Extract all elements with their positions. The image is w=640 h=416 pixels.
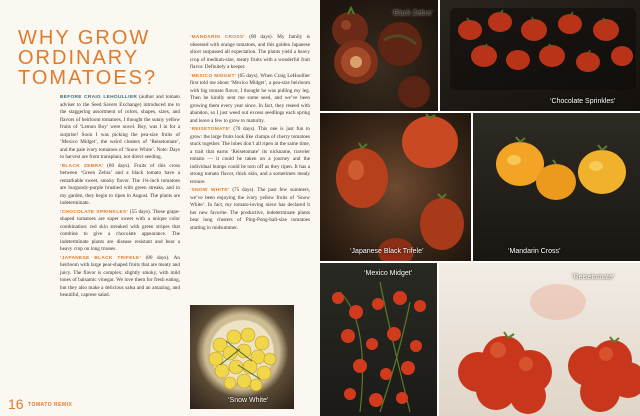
photo-mexico-midget (320, 262, 438, 416)
mandarin-cross-text: (80 days). My family is obsessed with orange tomatoes, and this golden Japanese slicer surpassed all expectation. The plants yield a heavy crop of medium-size, meaty fruits with a wonderful fruit flavor. Definitely a keeper. (190, 34, 310, 70)
photo-chocolate-sprinkles (440, 0, 640, 112)
photo-black-zebra (320, 0, 440, 112)
caption-chocolate-sprinkles: ‘Chocolate Sprinkles’ (550, 98, 616, 105)
japanese-black-trifele-tomatoes-illustration (320, 112, 472, 262)
mexico-midget-text: (65 days). When Craig LeHoullier first told me about ‘Mexico Midget’, a pea-size heirloom with big tomato flavor, I thought he was pulling my leg. Then he kindly sent me some seed, and we’ve been growing them every year since. In fact, they reseed with abandon, so I just weed out excess seedlings each spring and leave a few to grow to maturity. (190, 72, 310, 124)
caption-mandarin-cross: ‘Mandarin Cross’ (508, 248, 561, 255)
intro-text: (author and tomato adviser to the Seed Savers Exchange) introduced me to the staggering assortment of colors, shapes, sizes, and flavors of heirloom tomatoes, I thought the sunny yellow fruits of ‘Lemon Boy’ were novel. Boy, was I in for a surprise! Soon I was picking the pea-size fruits of ‘Mexico Midget’, the weird clusters of ‘Reisetomate’, and the pale ivory tomatoes of ‘Snow White’. Note: Days to harvest are from transplant, not direct seeding. (60, 94, 180, 160)
caption-black-zebra: ‘Black Zebra’ (392, 10, 433, 17)
title-line-1: WHY GROW (18, 27, 151, 49)
photo-gutter (471, 112, 473, 262)
title-line-2: ORDINARY (18, 47, 140, 69)
chocolate-sprinkles-paragraph (60, 209, 180, 254)
reisetomate-heading: ‘REISETOMATE’ (190, 127, 231, 132)
reisetomate-text: (70 days). This one is just fun to grow: the large fruits look like clumps of cherry tomatoes stuck together. The lobes don’t all ripen at the same time, a trait that earns ‘Reisetomate’ its nickname, traveler tomato — it could be taken on a journey and the individual bumps could be torn off as they ripen. It has a strong tomato flavor, thick skin, and a sometimes mealy texture. (190, 126, 310, 185)
chocolate-sprinkles-heading: ‘CHOCOLATE SPRINKLES’ (60, 209, 129, 215)
photo-gutter (320, 261, 640, 263)
chocolate-sprinkles-tomatoes-illustration (440, 0, 640, 112)
mandarin-cross-paragraph (190, 34, 310, 72)
mexico-midget-tomatoes-illustration (320, 262, 438, 416)
snow-white-heading: ‘SNOW WHITE’ (190, 188, 230, 193)
mexico-midget-heading: ‘MEXICO MIDGET’ (190, 73, 237, 79)
photo-gutter (437, 262, 439, 416)
photo-gutter (320, 111, 640, 113)
title-line-3: TOMATOES? (18, 67, 158, 89)
reisetomate-paragraph (190, 126, 310, 186)
photo-gutter (438, 0, 440, 112)
caption-snow-white: ‘Snow White’ (228, 397, 269, 404)
photo-snow-white (190, 305, 294, 409)
black-zebra-paragraph (60, 163, 180, 208)
japanese-black-trifele-text: (80 days). An heirloom with large pear-shaped fruits that are meaty and juicy. The flavor is complex; slightly smoky, with mild tones of balsamic vinegar. We love them for fresh eating, but they also make a delicious salsa and an amazing, and beautiful, caprese salad. (60, 254, 180, 298)
page-title (18, 28, 178, 88)
japanese-black-trifele-paragraph (60, 255, 180, 300)
caption-japanese-black-trifele: ‘Japanese Black Trifele’ (350, 248, 424, 255)
snow-white-text: (75 days). The past few summers, we’ve been enjoying the ivory yellow fruits of ‘Snow White’. In fact, my tomato-loving niece has declared it her new favorite. The productive, indeterminate plants bear long clusters of Ping-Pong-ball-size tomatoes starting in midsummer. (190, 187, 310, 231)
page-number: 16 (8, 396, 24, 412)
running-footer: TOMATO REMIX (28, 402, 73, 408)
text-column-1 (60, 94, 180, 301)
intro-paragraph (60, 94, 180, 162)
photo-reisetomate (438, 262, 640, 416)
chocolate-sprinkles-text: (55 days). These grape-shaped tomatoes are super sweet with a unique color combination: red skin streaked with green stripes that combine to give a chocolate appearance. The indeterminate plants are disease resistant and bear a heavy crop on long trusses. (60, 208, 180, 252)
snow-white-paragraph (190, 187, 310, 232)
mexico-midget-paragraph (190, 73, 310, 126)
caption-reisetomate: ‘Reisetomate’ (572, 274, 615, 281)
mandarin-cross-heading: ‘MANDARIN CROSS’ (190, 35, 245, 40)
japanese-black-trifele-heading: ‘JAPANESE BLACK TRIFELE’ (60, 255, 142, 261)
photo-japanese-black-trifele (320, 112, 472, 262)
caption-mexico-midget: ‘Mexico Midget’ (364, 270, 413, 277)
black-zebra-heading: ‘BLACK ZEBRA’ (60, 163, 104, 169)
black-zebra-text: (80 days). Fruits of this cross between ‘Green Zebra’ and a black tomato have a remarkable sweet, smoky flavor. The 1¾-inch tomatoes are burgundy-purple brushed with green streaks, and in my garden, they begin to ripen in August. The plants are indeterminate. (60, 162, 180, 206)
intro-lead: BEFORE CRAIG LEHOULLIER (60, 95, 138, 100)
text-column-2 (190, 34, 310, 233)
photo-mandarin-cross (472, 112, 640, 262)
mandarin-cross-tomatoes-illustration (472, 112, 640, 262)
reisetomate-tomatoes-illustration (438, 262, 640, 416)
snow-white-tomatoes-illustration (190, 305, 294, 409)
